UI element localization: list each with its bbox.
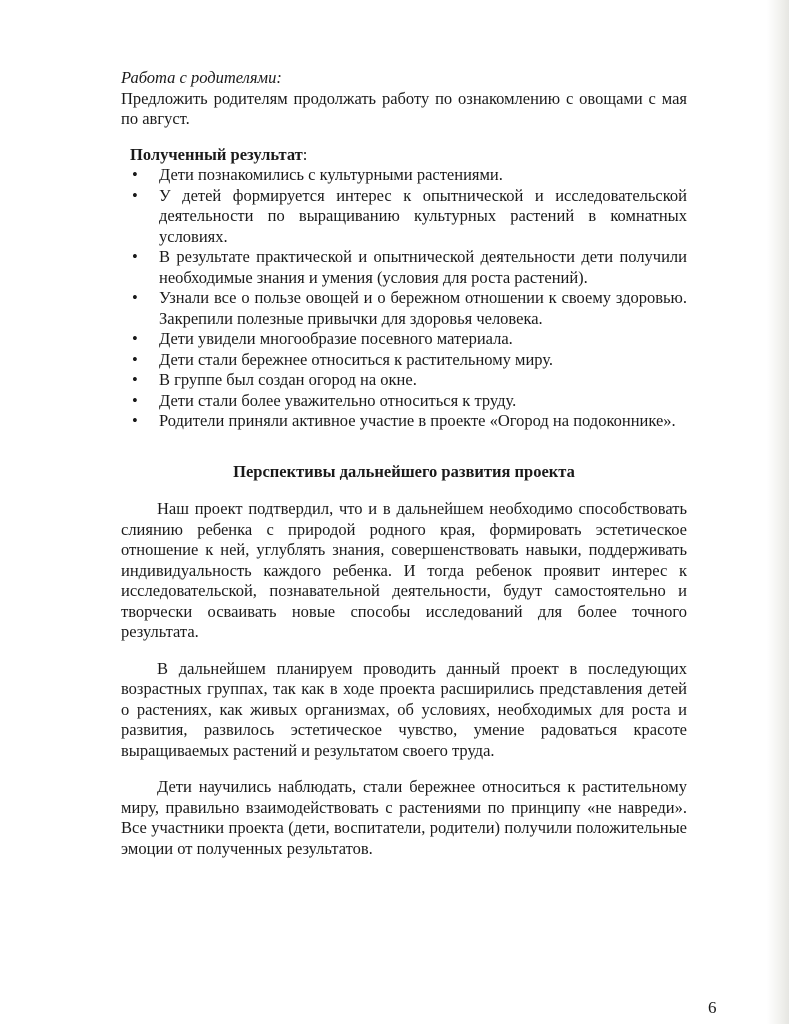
result-item-text: Дети стали бережнее относиться к растительному миру. xyxy=(159,349,554,369)
result-item xyxy=(121,288,687,329)
result-item xyxy=(121,186,687,248)
page-number: 6 xyxy=(708,998,717,1017)
result-item xyxy=(121,370,687,391)
perspectives-paragraph: Дети научились наблюдать, стали бережнее относиться к растительному миру, правильно взаимодействовать с растениями по принципу «не навреди». Все участники проекта (дети, воспитатели, родители) получили положительные эмоции от полученных результатов. xyxy=(121,777,687,858)
result-item xyxy=(121,165,687,186)
perspectives-title: Перспективы дальнейшего развития проекта xyxy=(233,461,575,481)
result-item xyxy=(121,247,687,288)
result-item-text: Дети познакомились с культурными растениями. xyxy=(159,165,503,184)
result-item-text: Узнали все о пользе овощей и о бережном отношении к своему здоровью. Закрепили полезные привычки для здоровья человека. xyxy=(159,288,687,328)
result-list xyxy=(121,165,687,432)
perspectives-paragraph: Наш проект подтвердил, что и в дальнейшем необходимо способствовать слиянию ребенка с природой родного края, формировать эстетическое отношение к ней, углублять знания, совершенствовать навыки, поддерживать индивидуальность каждого ребенка. И тогда ребенок проявит интерес к исследовательской, познавательной деятельности, будут самостоятельно и творчески осваивать новые способы исследований для более точного результата. xyxy=(121,499,687,641)
page-content xyxy=(121,68,687,859)
result-heading xyxy=(130,145,687,166)
result-item xyxy=(121,350,687,371)
result-item-text: Дети стали более уважительно относиться к труду. xyxy=(159,390,517,410)
result-item-text: У детей формируется интерес к опытнической и исследовательской деятельности по выращиванию культурных растений в комнатных условиях. xyxy=(159,185,687,246)
bullet-icon: • xyxy=(132,411,138,430)
bullet-icon: • xyxy=(132,390,138,410)
parents-heading: Работа с родителями: xyxy=(121,68,282,87)
result-item-text: Дети увидели многообразие посевного материала. xyxy=(159,329,513,348)
bullet-icon: • xyxy=(132,165,138,184)
result-item-text: В результате практической и опытнической деятельности дети получили необходимые знания и умения (условия для роста растений). xyxy=(159,247,687,287)
result-item xyxy=(121,391,687,412)
result-item-text: В группе был создан огород на окне. xyxy=(159,370,417,389)
result-heading-text: Полученный результат xyxy=(130,144,303,164)
result-item xyxy=(121,411,687,432)
bullet-icon: • xyxy=(132,370,138,389)
scan-edge-shadow xyxy=(767,0,789,1024)
bullet-icon: • xyxy=(132,288,138,307)
bullet-icon: • xyxy=(132,349,138,369)
bullet-icon: • xyxy=(132,329,138,348)
bullet-icon: • xyxy=(132,247,138,266)
result-item-text: Родители приняли активное участие в проекте «Огород на подоконнике». xyxy=(159,411,676,430)
result-heading-colon: : xyxy=(302,144,308,164)
result-item xyxy=(121,329,687,350)
perspectives-paragraph: В дальнейшем планируем проводить данный проект в последующих возрастных группах, так как в ходе проекта расширились представления детей о растениях, как живых организмах, об условиях, необходимых для роста и развития, развилось эстетическое чувство, умение радоваться красоте выращиваемых растений и результатом своего труда. xyxy=(121,658,687,760)
parents-text: Предложить родителям продолжать работу по ознакомлению с овощами с мая по август. xyxy=(121,88,687,128)
bullet-icon: • xyxy=(132,185,138,205)
